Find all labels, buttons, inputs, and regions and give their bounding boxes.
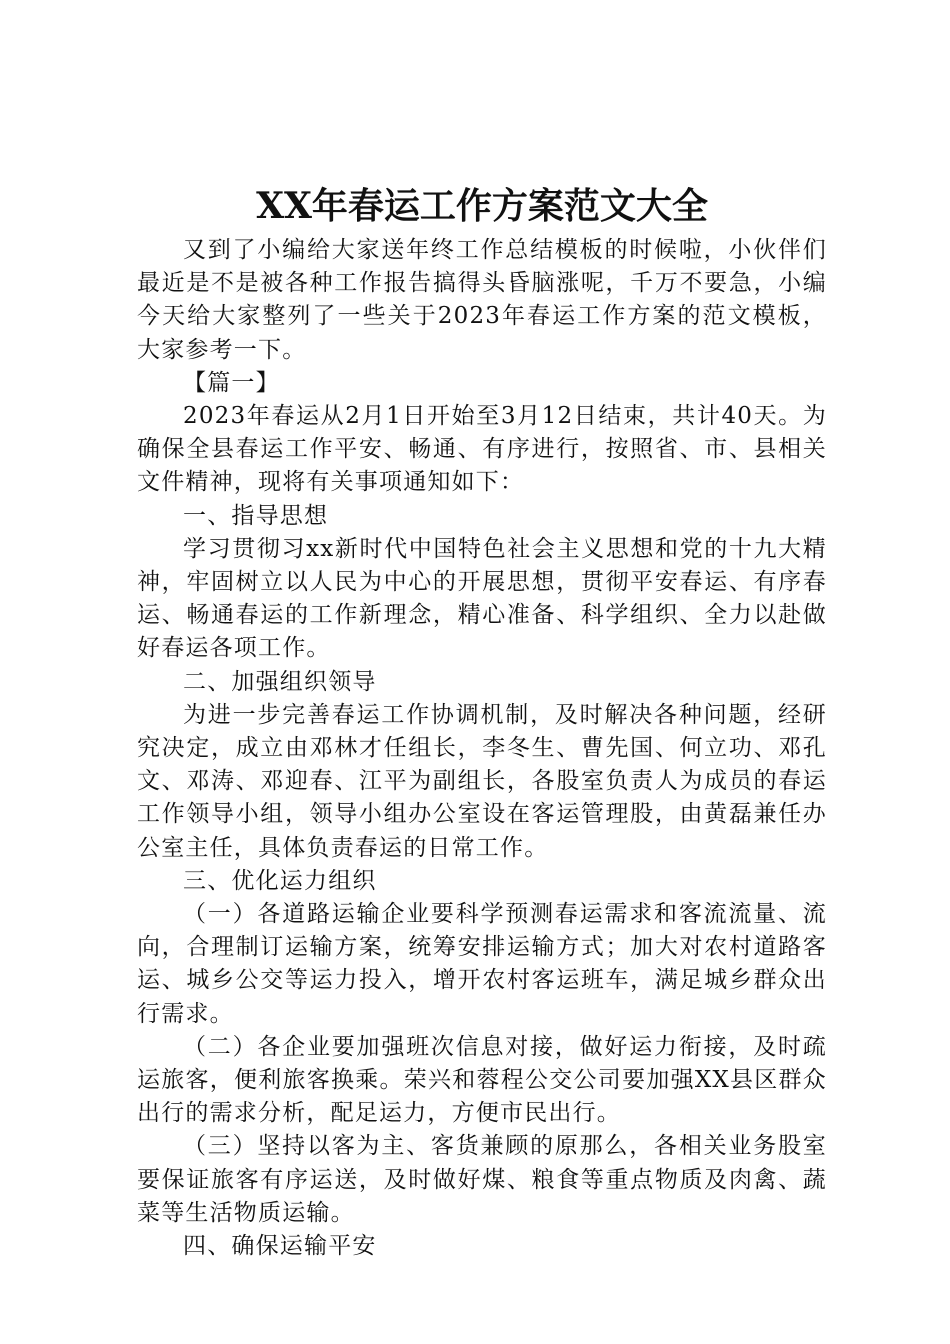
paragraph-schedule: 2023年春运从2月1日开始至3月12日结束，共计40天。为确保全县春运工作平安、畅通、有序进行，按照省、市、县相关文件精神，现将有关事项通知如下： — [137, 403, 827, 496]
section-heading-1: 一、指导思想 — [183, 502, 329, 529]
section-heading-3: 三、优化运力组织 — [183, 867, 377, 894]
paragraph-capacity-3: （三）坚持以客为主、客货兼顾的原那么，各相关业务股室要保证旅客有序运送，及时做好煤、粮食等重点物质及肉禽、蔬菜等生活物质运输。 — [137, 1133, 827, 1226]
section-heading-2: 二、加强组织领导 — [183, 668, 377, 695]
document-title: XX年春运工作方案范文大全 — [256, 185, 708, 227]
intro-paragraph: 又到了小编给大家送年终工作总结模板的时候啦，小伙伴们最近是不是被各种工作报告搞得头昏脑涨呢，千万不要急，小编今天给大家整列了一些关于2023年春运工作方案的范文模板，大家参考一下。 — [137, 237, 827, 363]
document-page — [137, 178, 827, 1263]
part-label: 【篇一】 — [183, 369, 280, 396]
paragraph-guiding-thought: 学习贯彻习xx新时代中国特色社会主义思想和党的十九大精神，牢固树立以人民为中心的开展思想，贯彻平安春运、有序春运、畅通春运的工作新理念，精心准备、科学组织、全力以赴做好春运各项工作。 — [137, 535, 827, 662]
paragraph-capacity-1: （一）各道路运输企业要科学预测春运需求和客流流量、流向，合理制订运输方案，统筹安排运输方式；加大对农村道路客运、城乡公交等运力投入，增开农村客运班车，满足城乡群众出行需求。 — [137, 901, 827, 1027]
paragraph-capacity-2: （二）各企业要加强班次信息对接，做好运力衔接，及时疏运旅客，便利旅客换乘。荣兴和蓉程公交公司要加强XX县区群众出行的需求分析，配足运力，方便市民出行。 — [137, 1033, 827, 1127]
section-heading-4: 四、确保运输平安 — [183, 1233, 377, 1260]
paragraph-organization: 为进一步完善春运工作协调机制，及时解决各种问题，经研究决定，成立由邓林才任组长，李冬生、曹先国、何立功、邓孔文、邓涛、邓迎春、江平为副组长，各股室负责人为成员的春运工作领导小组，领导小组办公室设在客运管理股，由黄磊兼任办公室主任，具体负责春运的日常工作。 — [137, 701, 827, 861]
